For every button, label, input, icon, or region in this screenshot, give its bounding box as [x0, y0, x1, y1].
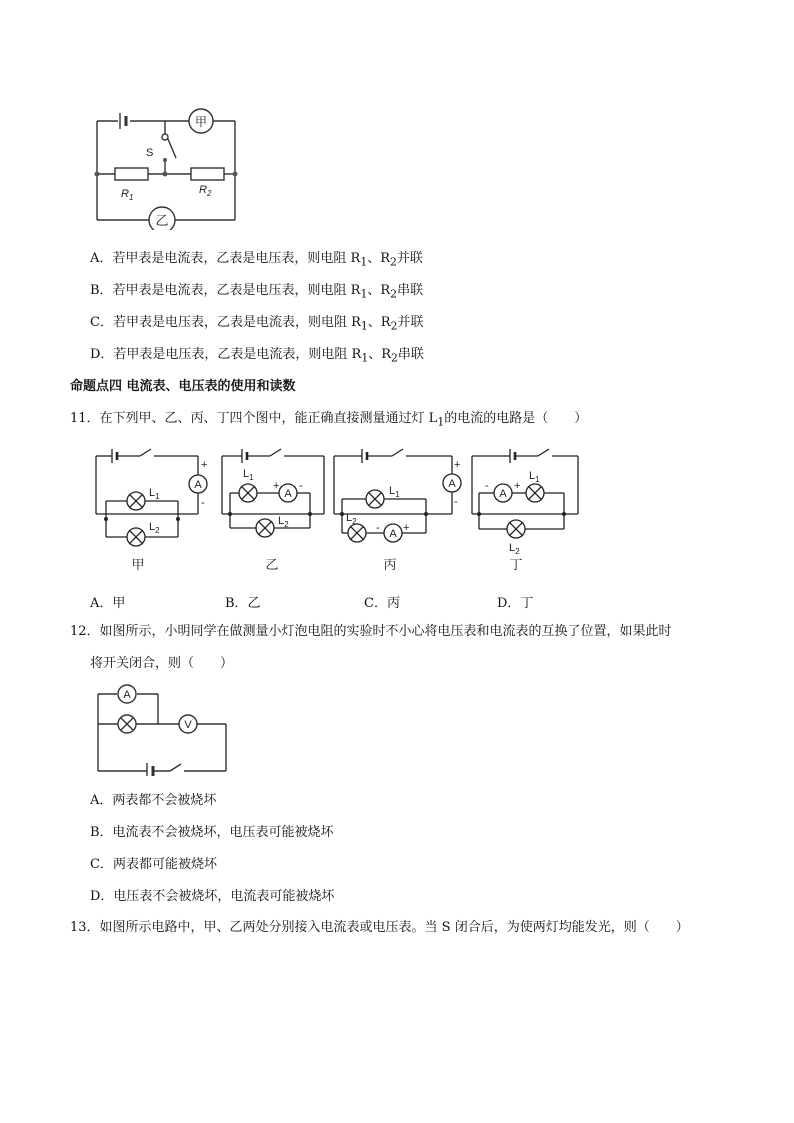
svg-text:L1: $L_1$ [529, 470, 540, 484]
svg-text:+: + [273, 480, 280, 492]
svg-text:+: + [201, 459, 208, 471]
q10-option-a[interactable]: A．若甲表是电流表，乙表是电压表，则电阻 $R_1$、$R_2$并联 [90, 251, 423, 269]
q10-r1-label: $R_1$ [121, 188, 134, 202]
q10-option-c[interactable]: C．若甲表是电压表，乙表是电流表，则电阻 $R_1$、$R_2$并联 [90, 315, 424, 333]
q11-caption-yi: 乙 [265, 557, 279, 572]
svg-text:L2: $L_2$ [278, 515, 289, 529]
q12-circuit-diagram [94, 682, 232, 776]
svg-text:-: - [376, 522, 380, 534]
svg-text:+: + [454, 459, 461, 471]
q10-r2-label: $R_2$ [199, 184, 212, 198]
q11-caption-bing: 丙 [383, 557, 397, 572]
svg-text:-: - [485, 480, 489, 492]
svg-text:A: A [389, 528, 397, 540]
q11-choice-d[interactable]: D．丁 [497, 596, 534, 611]
q11-caption-jia: 甲 [131, 557, 145, 572]
svg-text:L2: $L_2$ [149, 521, 160, 535]
q12-stem-line2: 将开关闭合，则（ ） [90, 656, 234, 671]
q10-option-b[interactable]: B．若甲表是电流表，乙表是电压表，则电阻 $R_1$、$R_2$串联 [90, 283, 424, 301]
q11-caption-ding: 丁 [509, 557, 523, 572]
svg-text:L1: $L_1$ [243, 468, 254, 482]
section-heading: 命题点四 电流表、电压表的使用和读数 [70, 379, 296, 394]
q10-switch-label: S [146, 147, 154, 159]
svg-text:A: A [448, 478, 456, 490]
q11-choice-c[interactable]: C．丙 [364, 596, 400, 611]
svg-text:A: A [284, 488, 292, 500]
q11-choice-a[interactable]: A．甲 [90, 596, 126, 611]
q12-voltmeter-label: V [184, 719, 192, 731]
svg-text:L2: $L_2$ [346, 512, 357, 526]
q12-stem-line1: 12．如图所示，小明同学在做测量小灯泡电阻的实验时不小心将电压表和电流表的互换了位置，如果此时 [70, 624, 672, 639]
q12-option-c[interactable]: C．两表都可能被烧坏 [90, 857, 217, 872]
q13-stem: 13．如图所示电路中，甲、乙两处分别接入电流表或电压表。当 S 闭合后，为使两灯均能发光，则（ ） [70, 920, 689, 935]
svg-text:A: A [499, 488, 507, 500]
q12-ammeter-label: A [123, 689, 131, 701]
q11-stem: 11．在下列甲、乙、丙、丁四个图中，能正确直接测量通过灯 $L_1$的电流的电路是（ ） [70, 411, 588, 429]
q10-meter-yi-label: 乙 [155, 213, 169, 228]
q10-option-d[interactable]: D．若甲表是电压表，乙表是电流表，则电阻 $R_1$、$R_2$串联 [90, 347, 424, 365]
q11-choice-b[interactable]: B．乙 [225, 596, 261, 611]
svg-text:-: - [299, 480, 303, 492]
svg-text:L2: $L_2$ [509, 542, 520, 556]
svg-text:L1: $L_1$ [149, 487, 160, 501]
svg-text:+: + [514, 480, 521, 492]
svg-text:-: - [201, 497, 205, 509]
q12-option-d[interactable]: D．电压表不会被烧坏，电流表可能被烧坏 [90, 889, 335, 904]
q10-circuit-diagram [92, 104, 244, 230]
svg-text:+: + [403, 522, 410, 534]
q11-circuit-diagrams [90, 443, 590, 575]
q12-option-a[interactable]: A．两表都不会被烧坏 [90, 793, 217, 808]
q10-meter-jia-label: 甲 [194, 115, 208, 129]
q12-option-b[interactable]: B．电流表不会被烧坏，电压表可能被烧坏 [90, 825, 334, 840]
svg-text:L1: $L_1$ [389, 485, 400, 499]
svg-text:-: - [454, 496, 458, 508]
svg-text:A: A [194, 479, 202, 491]
